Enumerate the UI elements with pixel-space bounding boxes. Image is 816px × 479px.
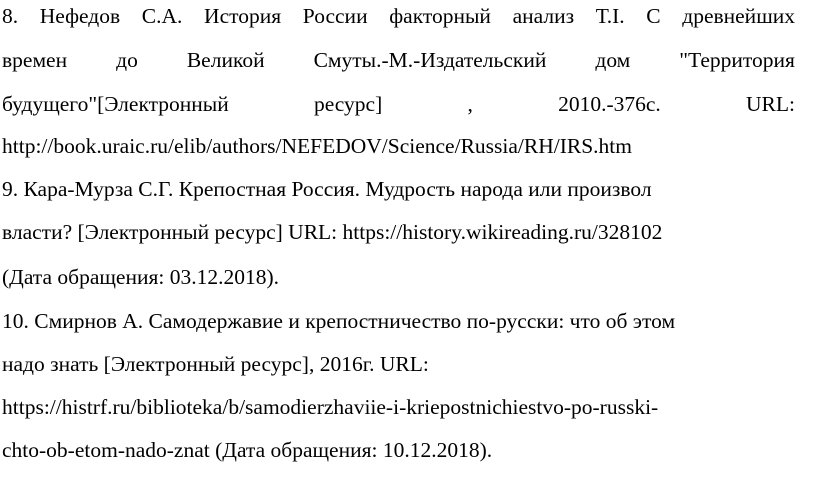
word: анализ (512, 4, 575, 28)
word: древнейших (682, 4, 795, 28)
word: дом (595, 48, 631, 72)
word: России (302, 4, 368, 28)
word: С (646, 4, 661, 28)
reference-10-url[interactable]: https://histrf.ru/biblioteka/b/samodierzhaviie-i-kriepostnichiestvo-po-russki- (2, 395, 659, 419)
reference-8-url[interactable]: http://book.uraic.ru/elib/authors/NEFEDOV/Science/Russia/RH/IRS.htm (2, 134, 633, 158)
word: URL: (746, 92, 795, 116)
reference-number: 8. (2, 4, 19, 28)
reference-10-line-2: надо знать [Электронный ресурс], 2016г. URL: (2, 352, 429, 376)
word: Великой (186, 48, 265, 72)
word: , (467, 92, 473, 116)
reference-10-line-1: 10. Смирнов А. Самодержавие и крепостничество по-русски: что об этом (2, 309, 676, 333)
word: до (116, 48, 138, 72)
word: "Территория (679, 48, 795, 72)
reference-9-line-2: власти? [Электронный ресурс] URL: https://history.wikireading.ru/328102 (2, 220, 663, 244)
reference-8-line-3 (2, 89, 795, 119)
reference-9-line-3: (Дата обращения: 03.12.2018). (2, 265, 280, 289)
word: История (204, 4, 282, 28)
word: времен (2, 48, 68, 72)
reference-9-line-1: 9. Кара-Мурза С.Г. Крепостная Россия. Мудрость народа или произвол (2, 177, 652, 201)
word: Т.I. (595, 4, 625, 28)
reference-8-line-2 (2, 45, 795, 75)
word: будущего"[Электронный (2, 92, 229, 116)
reference-8-line-1 (2, 1, 795, 31)
word: Смуты.-М.-Издательский (313, 48, 547, 72)
reference-10-line-4: chto-ob-etom-nado-znat (Дата обращения: 10.12.2018). (2, 438, 493, 462)
word: Нефедов (39, 4, 121, 28)
word: С.А. (141, 4, 183, 28)
word: факторный (389, 4, 491, 28)
word: ресурс] (313, 92, 383, 116)
word: 2010.-376с. (558, 92, 661, 116)
